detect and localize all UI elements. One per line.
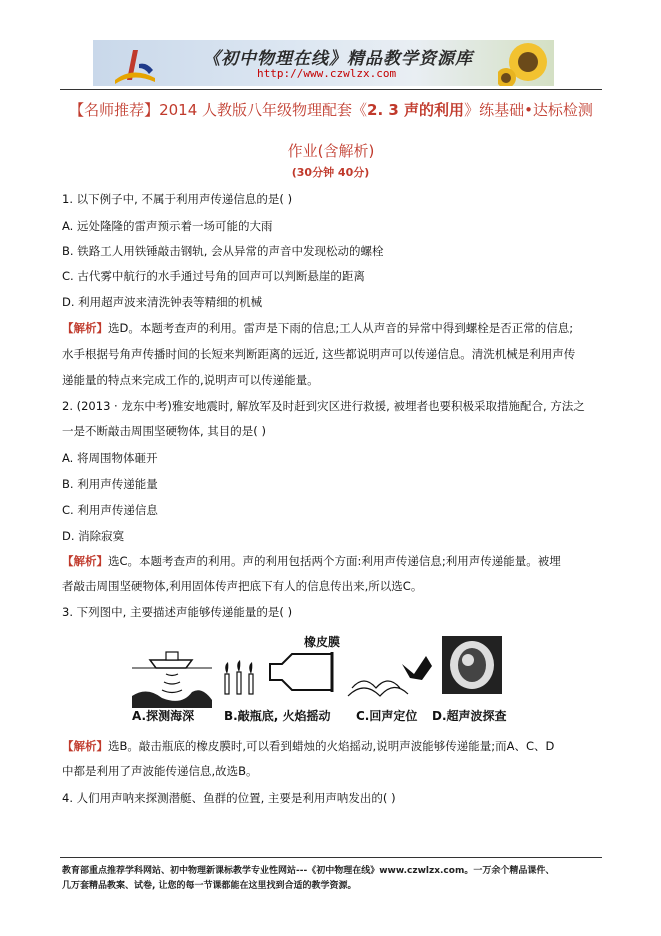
q2-stem-line-1: 2. (2013 · 龙东中考)雅安地震时, 解放军及时赶到灾区进行救援, 被埋者也要积极采取措施配合, 方法之 <box>62 399 585 413</box>
analysis-label: 【解析】 <box>62 321 108 335</box>
q1-stem: 1. 以下例子中, 不属于利用声传递信息的是( ) <box>62 192 293 206</box>
q2-analysis-line-2: 者敲击周围坚硬物体,利用固体传声把底下有人的信息传出来,所以选C。 <box>62 579 423 593</box>
caption-c: C.回声定位 <box>356 709 418 723</box>
q2-stem-line-2: 一是不断敲击周围坚硬物体, 其目的是( ) <box>62 424 266 438</box>
rubber-membrane-label: 橡皮膜 <box>304 635 341 649</box>
footer-line-2: 几万套精品教案、试卷, 让您的每一节课都能在这里找到合适的教学资源。 <box>62 881 357 891</box>
analysis-label: 【解析】 <box>62 739 108 753</box>
time-score-subtitle: (30分钟 40分) <box>291 166 370 179</box>
q1-option-c: C. 古代雾中航行的水手通过号角的回声可以判断悬崖的距离 <box>62 269 365 283</box>
analysis-label: 【解析】 <box>62 554 108 568</box>
banner-url[interactable]: http://www.czwlzx.com <box>257 67 397 80</box>
candle-bottle-illustration <box>225 634 340 694</box>
header-banner <box>93 40 554 86</box>
q2-option-b: B. 利用声传递能量 <box>62 477 158 491</box>
sonar-ship-illustration <box>132 652 212 708</box>
caption-d: D.超声波探查 <box>432 709 507 723</box>
q3-analysis-line-1: 【解析】选B。敲击瓶底的橡皮膜时,可以看到蜡烛的火焰摇动,说明声波能够传递能量;而A、C、D <box>62 739 555 753</box>
q1-analysis-line-3: 递能量的特点来完成工作的,说明声可以传递能量。 <box>62 373 319 387</box>
q3-analysis-line-2: 中都是利用了声波能传递信息,故选B。 <box>62 764 258 778</box>
q3-stem: 3. 下列图中, 主要描述声能够传递能量的是( ) <box>62 605 293 619</box>
sunflower-icon <box>498 40 554 86</box>
q1-analysis-line-2: 水手根据号角声传播时间的长短来判断距离的远近, 这些都说明声可以传递信息。清洗机械是利用声传 <box>62 347 576 361</box>
q1-option-d: D. 利用超声波来清洗钟表等精细的机械 <box>62 295 263 309</box>
q1-analysis-line-1: 【解析】选D。本题考查声的利用。雷声是下雨的信息;工人从声音的异常中得到螺栓是否正常的信息; <box>62 321 574 335</box>
q2-option-a: A. 将周围物体砸开 <box>62 451 158 465</box>
q4-stem: 4. 人们用声呐来探测潜艇、鱼群的位置, 主要是利用声呐发出的( ) <box>62 791 396 805</box>
header-rule <box>60 89 602 90</box>
footer-line-1: 教育部重点推荐学科网站、初中物理新课标教学专业性网站---《初中物理在线》www.czwlzx.com。一万余个精品课件、 <box>62 866 555 876</box>
banner-title: 《初中物理在线》精品教学资源库 <box>203 49 473 69</box>
q2-analysis-line-1: 【解析】选C。本题考查声的利用。声的利用包括两个方面:利用声传递信息;利用声传递能量。被埋 <box>62 554 561 568</box>
site-logo-icon <box>113 44 157 84</box>
caption-a: A.探测海深 <box>132 709 195 723</box>
q2-option-d: D. 消除寂寞 <box>62 529 125 543</box>
q3-figure <box>132 630 522 725</box>
q1-option-a: A. 远处隆隆的雷声预示着一场可能的大雨 <box>62 219 273 233</box>
caption-b: B.敲瓶底, 火焰摇动 <box>224 709 331 723</box>
footer-rule <box>60 857 602 858</box>
page-footer <box>62 864 554 894</box>
document-title: 【名师推荐】2014 人教版八年级物理配套《2. 3 声的利用》练基础•达标检测 作业(含解析) <box>69 101 593 160</box>
q2-option-c: C. 利用声传递信息 <box>62 503 158 517</box>
bat-echolocation-illustration <box>348 656 432 696</box>
q1-option-b: B. 铁路工人用铁锤敲击钢轨, 会从异常的声音中发现松动的螺栓 <box>62 244 384 258</box>
ultrasound-illustration <box>442 636 502 694</box>
